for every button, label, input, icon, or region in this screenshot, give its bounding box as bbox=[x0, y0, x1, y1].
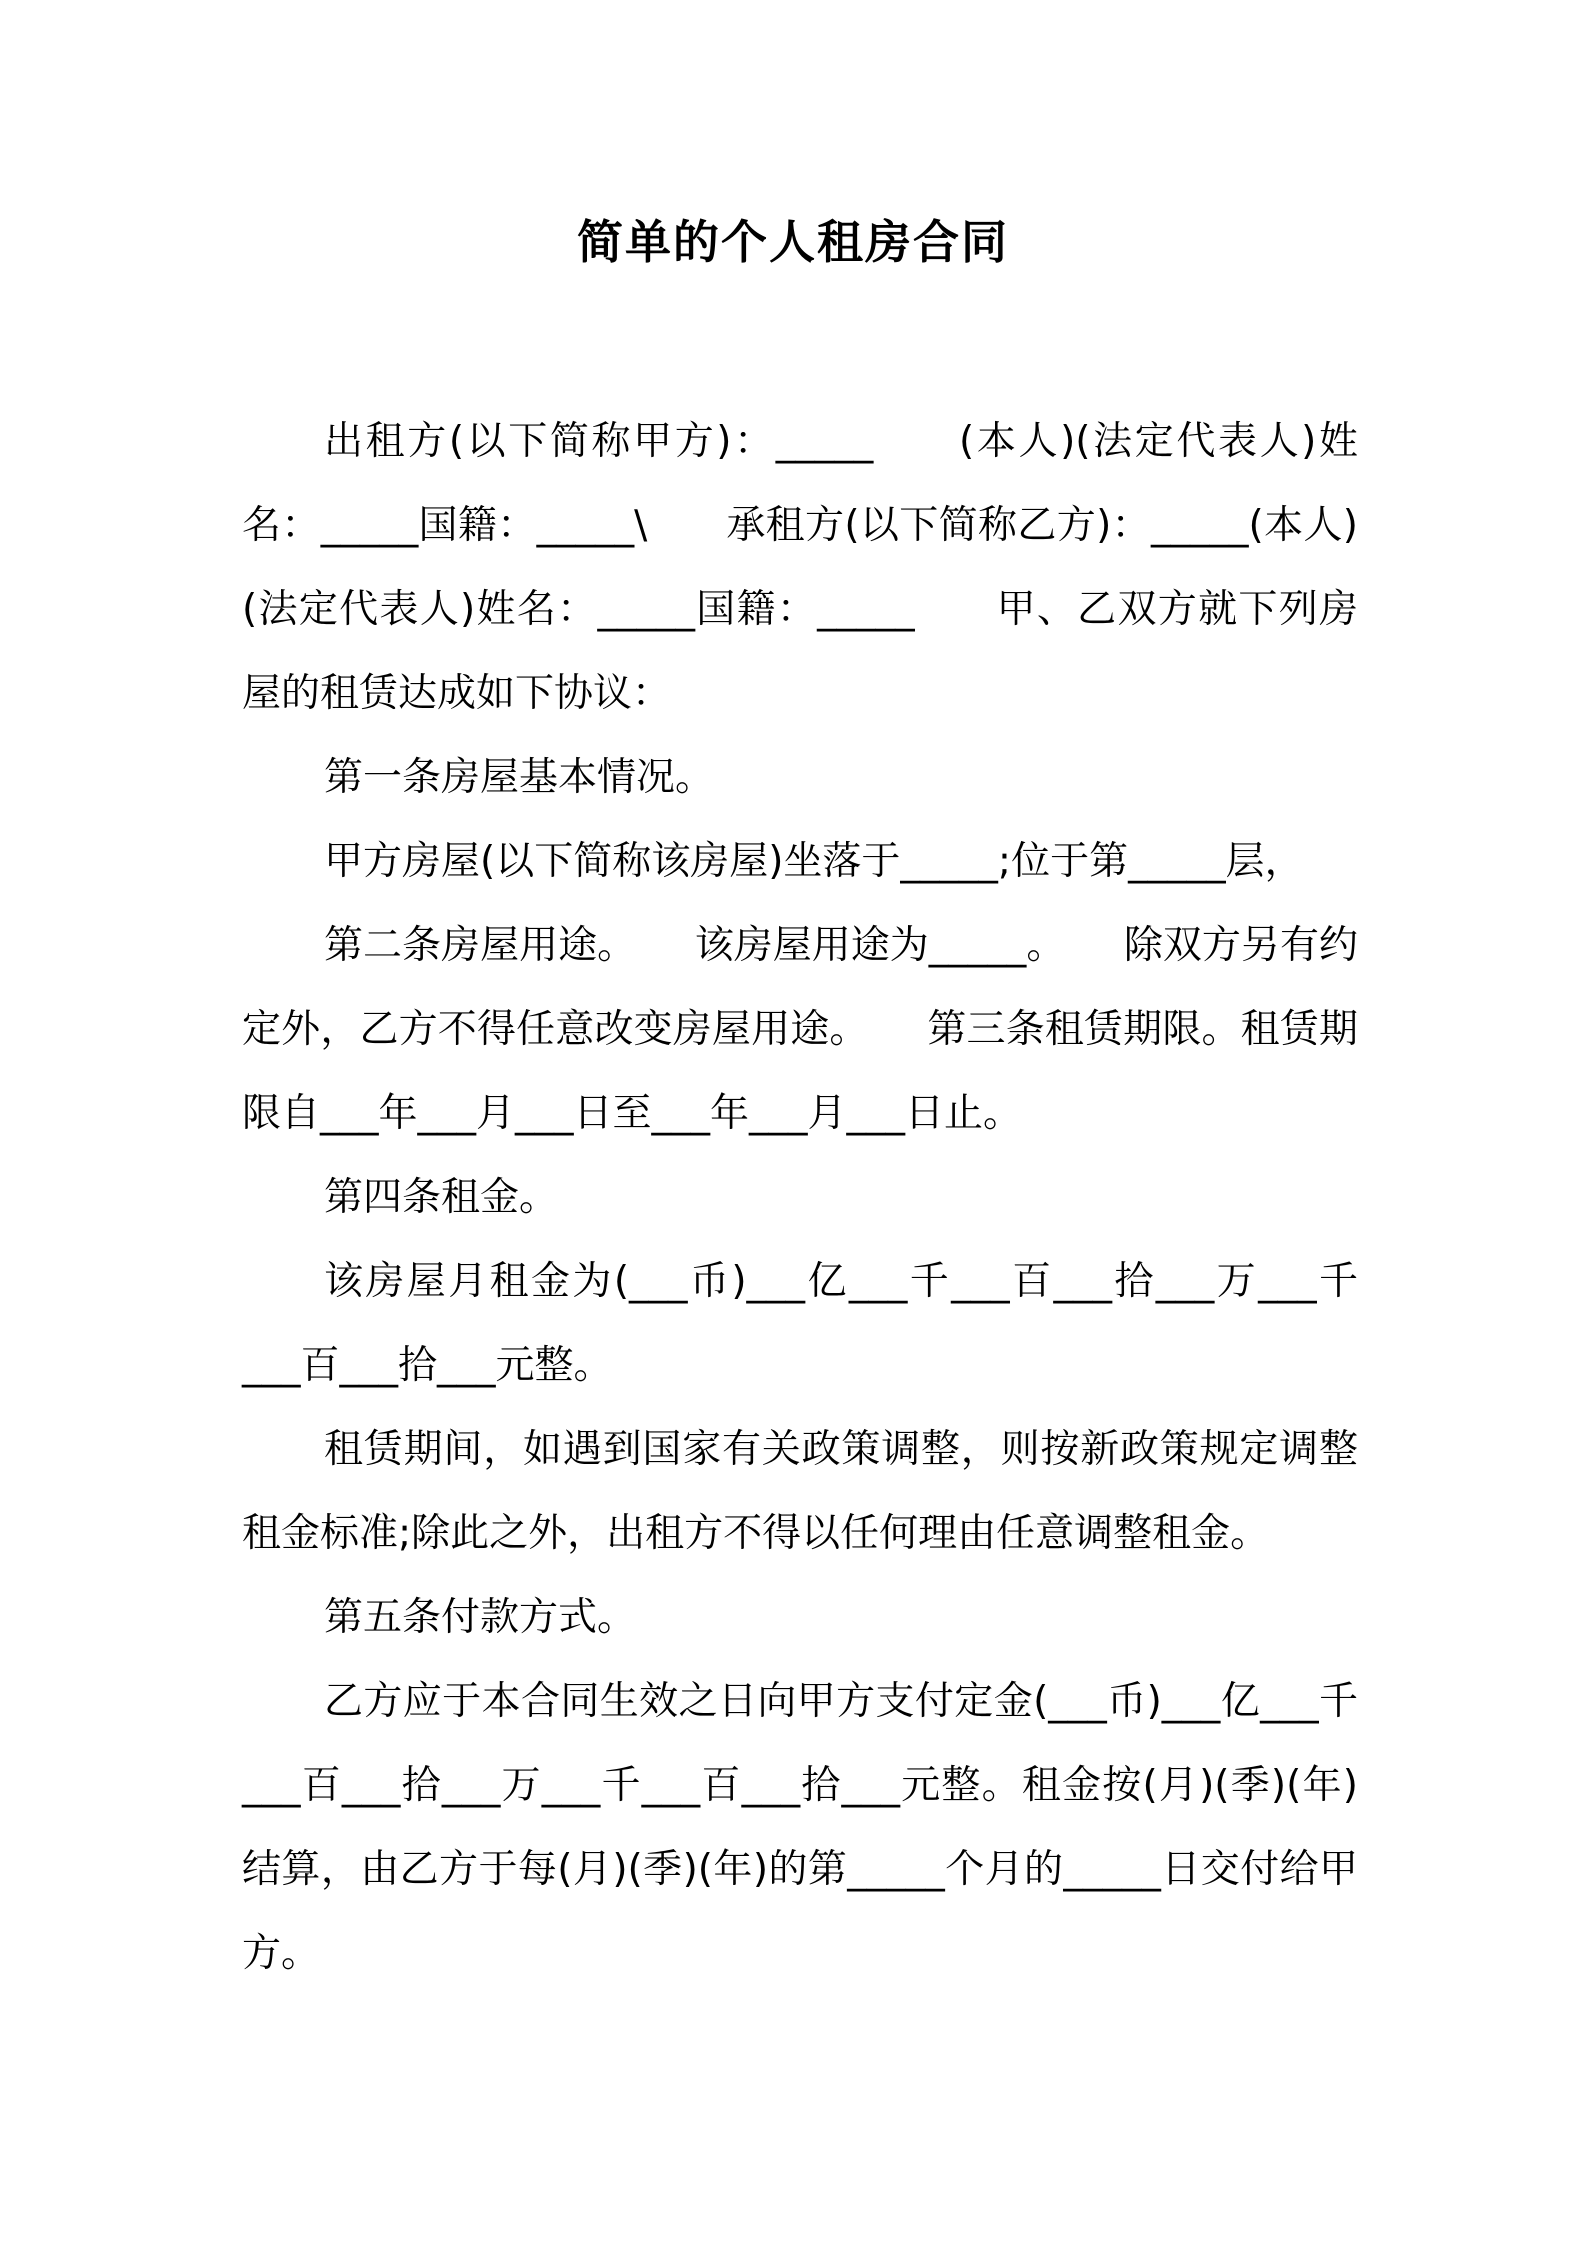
paragraph-payment-terms: 乙方应于本合同生效之日向甲方支付定金(___币)___亿___千___百___拾___万___千___百___拾___元整。租金按(月)(季)(年)结算，由乙方于每(月)(季)(年)的第_____个月的_____日交付给甲方。 bbox=[242, 1679, 1358, 1976]
paragraph-property-location: 甲方房屋(以下简称该房屋)坐落于_____;位于第_____层， bbox=[324, 839, 1304, 884]
paragraph-article-1-heading: 第一条房屋基本情况。 bbox=[324, 755, 715, 800]
paragraph-parties: 出租方(以下简称甲方)：_____ (本人)(法定代表人)姓名：_____国籍：_____\ 承租方(以下简称乙方)：_____(本人)(法定代表人)姓名：_____国籍：_____ 甲、乙双方就下列房屋的租赁达成如下协议： bbox=[242, 419, 1358, 716]
paragraph-rent-adjustment: 租赁期间，如遇到国家有关政策调整，则按新政策规定调整租金标准;除此之外，出租方不得以任何理由任意调整租金。 bbox=[242, 1427, 1358, 1556]
document-body bbox=[242, 400, 1358, 1996]
paragraph-monthly-rent: 该房屋月租金为(___币)___亿___千___百___拾___万___千___百___拾___元整。 bbox=[242, 1259, 1358, 1388]
paragraph-article-4-heading: 第四条租金。 bbox=[324, 1175, 559, 1220]
paragraph-article-5-heading: 第五条付款方式。 bbox=[324, 1595, 637, 1640]
document-title: 简单的个人租房合同 bbox=[577, 215, 1009, 269]
paragraph-article-2-3: 第二条房屋用途。 该房屋用途为_____。 除双方另有约定外，乙方不得任意改变房屋用途。 第三条租赁期限。租赁期限自___年___月___日至___年___月___日止。 bbox=[242, 923, 1358, 1136]
